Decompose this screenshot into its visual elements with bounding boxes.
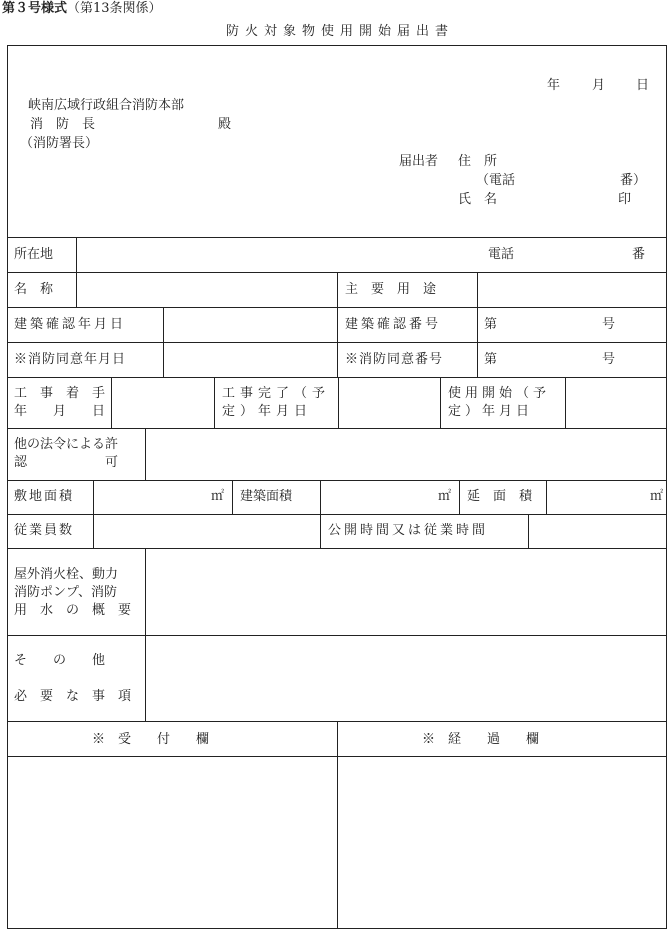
floor-area-unit: ㎡: [650, 489, 664, 504]
location-label: 所在地: [14, 247, 54, 262]
site-area-label: 敷地面積: [14, 489, 75, 504]
confirm-no-prefix: 第: [484, 317, 498, 332]
form-title: 防火対象物使用開始届出書: [226, 24, 455, 39]
bldg-confirm-date-label: 建築確認年月日: [14, 317, 127, 332]
location-phone: 電話: [488, 247, 515, 262]
seal-label: 印: [618, 192, 632, 207]
construction-end-label: 工事完了（予 定）年月日: [222, 386, 331, 419]
date-day: 日: [636, 78, 650, 93]
column-divider: [338, 377, 339, 428]
column-divider: [440, 377, 441, 428]
bldg-confirm-no-label: 建築確認番号: [345, 317, 442, 332]
address-label: 住 所: [458, 154, 498, 169]
consent-no-prefix: 第: [484, 352, 498, 367]
column-divider: [546, 480, 547, 514]
other-permits-label: 他の法令による許 認 可: [14, 437, 119, 470]
column-divider: [145, 428, 146, 480]
main-use-label: 主 要 用 途: [345, 282, 437, 297]
other-label-line1: そ の 他: [14, 653, 106, 668]
reception-label: ※ 受 付 欄: [92, 732, 210, 747]
column-divider: [459, 480, 460, 514]
floor-area-label: 延 面 積: [467, 489, 533, 504]
form-reference: （第13条関係）: [67, 1, 162, 16]
row-divider: [7, 514, 667, 515]
phone-suffix: 番）: [620, 173, 647, 188]
building-area-unit: ㎡: [438, 489, 452, 504]
column-divider: [163, 307, 164, 377]
hours-label: 公開時間又は従業時間: [328, 523, 489, 538]
recipient-org: 峡南広域行政組合消防本部: [28, 98, 185, 113]
hydrant-label: 屋外消火栓、動力 消防ポンプ、消防 用 水 の 概 要: [14, 567, 132, 618]
column-divider: [111, 377, 112, 428]
date-year: 年: [547, 78, 561, 93]
honorific: 殿: [218, 117, 232, 132]
form-number: 第３号様式（第13条関係）: [2, 1, 162, 16]
column-divider: [337, 721, 338, 929]
confirm-no-suffix: 号: [602, 317, 616, 332]
building-area-label: 建築面積: [240, 489, 293, 504]
column-divider: [528, 514, 529, 548]
row-divider: [7, 428, 667, 429]
column-divider: [145, 548, 146, 721]
employees-label: 従業員数: [14, 523, 75, 538]
location-phone-suffix: 番: [632, 247, 646, 262]
recipient-title: 消 防 長: [30, 117, 96, 132]
column-divider: [76, 237, 77, 307]
column-divider: [93, 480, 94, 548]
row-divider: [7, 635, 667, 636]
column-divider: [320, 480, 321, 548]
column-divider: [565, 377, 566, 428]
progress-label: ※ 経 過 欄: [422, 732, 540, 747]
fire-consent-no-label: ※消防同意番号: [345, 352, 444, 367]
construction-start-label: 工 事 着 手 年 月 日: [14, 386, 106, 419]
row-divider: [7, 480, 667, 481]
column-divider: [337, 272, 338, 377]
name-label: 氏 名: [458, 192, 498, 207]
consent-no-suffix: 号: [602, 352, 616, 367]
site-area-unit: ㎡: [211, 489, 225, 504]
fire-consent-date-label: ※消防同意年月日: [14, 352, 127, 367]
other-label-line2: 必 要 な 事 項: [14, 689, 132, 704]
applicant-label: 届出者: [399, 154, 439, 169]
date-month: 月: [592, 78, 606, 93]
column-divider: [214, 377, 215, 428]
recipient-alt: （消防署長）: [20, 136, 99, 151]
name-label: 名 称: [14, 282, 54, 297]
column-divider: [477, 272, 478, 377]
row-divider: [7, 548, 667, 549]
phone-label: （電話: [476, 173, 516, 188]
use-start-label: 使用開始（予 定）年月日: [448, 386, 551, 419]
row-divider: [7, 377, 667, 378]
row-divider: [7, 237, 667, 238]
column-divider: [232, 480, 233, 514]
